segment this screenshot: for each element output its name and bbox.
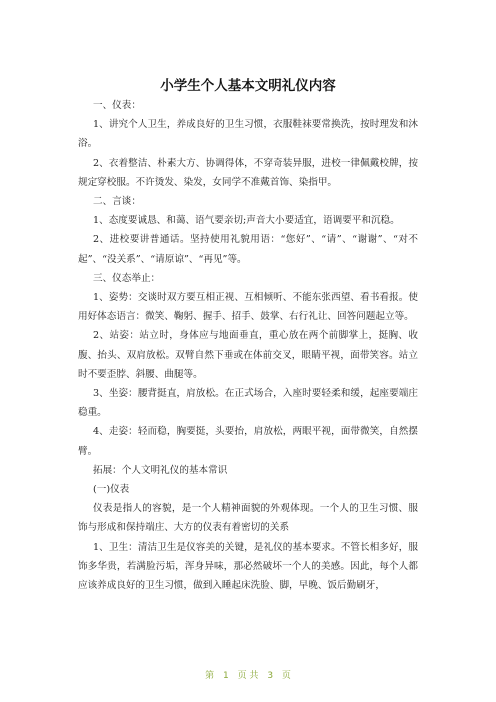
paragraph: 1、讲究个人卫生，养成良好的卫生习惯，衣服鞋袜要常换洗，按时理发和沐浴。 (78, 119, 418, 150)
paragraph: 1、态度要诚恳、和蔼、语气要亲切;声音大小要适宜，语调要平和沉稳。 (93, 215, 400, 227)
paragraph: 2、衣着整洁、朴素大方、协调得体，不穿奇装异服，进校一律佩戴校牌，按规定穿校服。不许烫发、染发，女同学不准戴首饰、染指甲。 (78, 157, 418, 188)
paragraph: 2、站姿：站立时，身体应与地面垂直，重心放在两个前脚掌上，挺胸、收腹、抬头、双肩放松。双臂自然下垂或在体前交叉，眼睛平视，面带笑容。站立时不要歪脖、斜腰、曲腿等。 (78, 330, 418, 380)
heading-extension: 拓展：个人文明礼仪的基本常识 (93, 464, 228, 476)
footer-total-pages: 3 (267, 671, 274, 681)
footer-prefix: 第 (205, 671, 215, 681)
document-body (78, 96, 418, 595)
page-footer (0, 668, 496, 681)
paragraph: 4、走姿：轻而稳，胸要挺，头要抬，肩放松，两眼平视，面带微笑，自然摆臂。 (78, 426, 418, 457)
heading-appearance: 一、仪表： (93, 100, 141, 111)
paragraph: 3、坐姿：腰背挺直，肩放松。在正式场合，入座时要轻柔和缓，起座要端庄稳重。 (78, 388, 418, 419)
paragraph: 2、进校要讲普通话。坚持使用礼貌用语：“您好”、“请”、“谢谢”、“对不起”、“没关系”、“请原谅”、“再见”等。 (78, 234, 418, 265)
heading-speech: 二、言谈： (93, 196, 141, 208)
document-title: 小学生个人基本文明礼仪内容 (160, 78, 336, 94)
subheading-appearance: (一)仪表 (93, 484, 130, 496)
footer-suffix: 页 (281, 671, 291, 681)
footer-mid: 页 共 (237, 671, 259, 681)
paragraph: 1、姿势：交谈时双方要互相正视、互相倾听、不能东张西望、看书看报。使用好体态语言：微笑、鞠躬、握手、招手、鼓掌、右行礼让、回答问题起立等。 (78, 292, 418, 323)
heading-manners: 三、仪态举止： (93, 272, 161, 284)
footer-page-number: 1 (222, 671, 229, 681)
paragraph: 仪表是指人的容貌，是一个人精神面貌的外观体现。一个人的卫生习惯、服饰与形成和保持端庄、大方的仪表有着密切的关系 (78, 503, 418, 534)
paragraph: 1、卫生：清洁卫生是仪容美的关键，是礼仪的基本要求。不管长相多好，服饰多华贵，若满脸污垢，浑身异味，那必然破坏一个人的美感。因此，每个人都应该养成良好的卫生习惯，做到入睡起床洗脸、脚，早晚、饭后勤刷牙， (78, 541, 418, 592)
